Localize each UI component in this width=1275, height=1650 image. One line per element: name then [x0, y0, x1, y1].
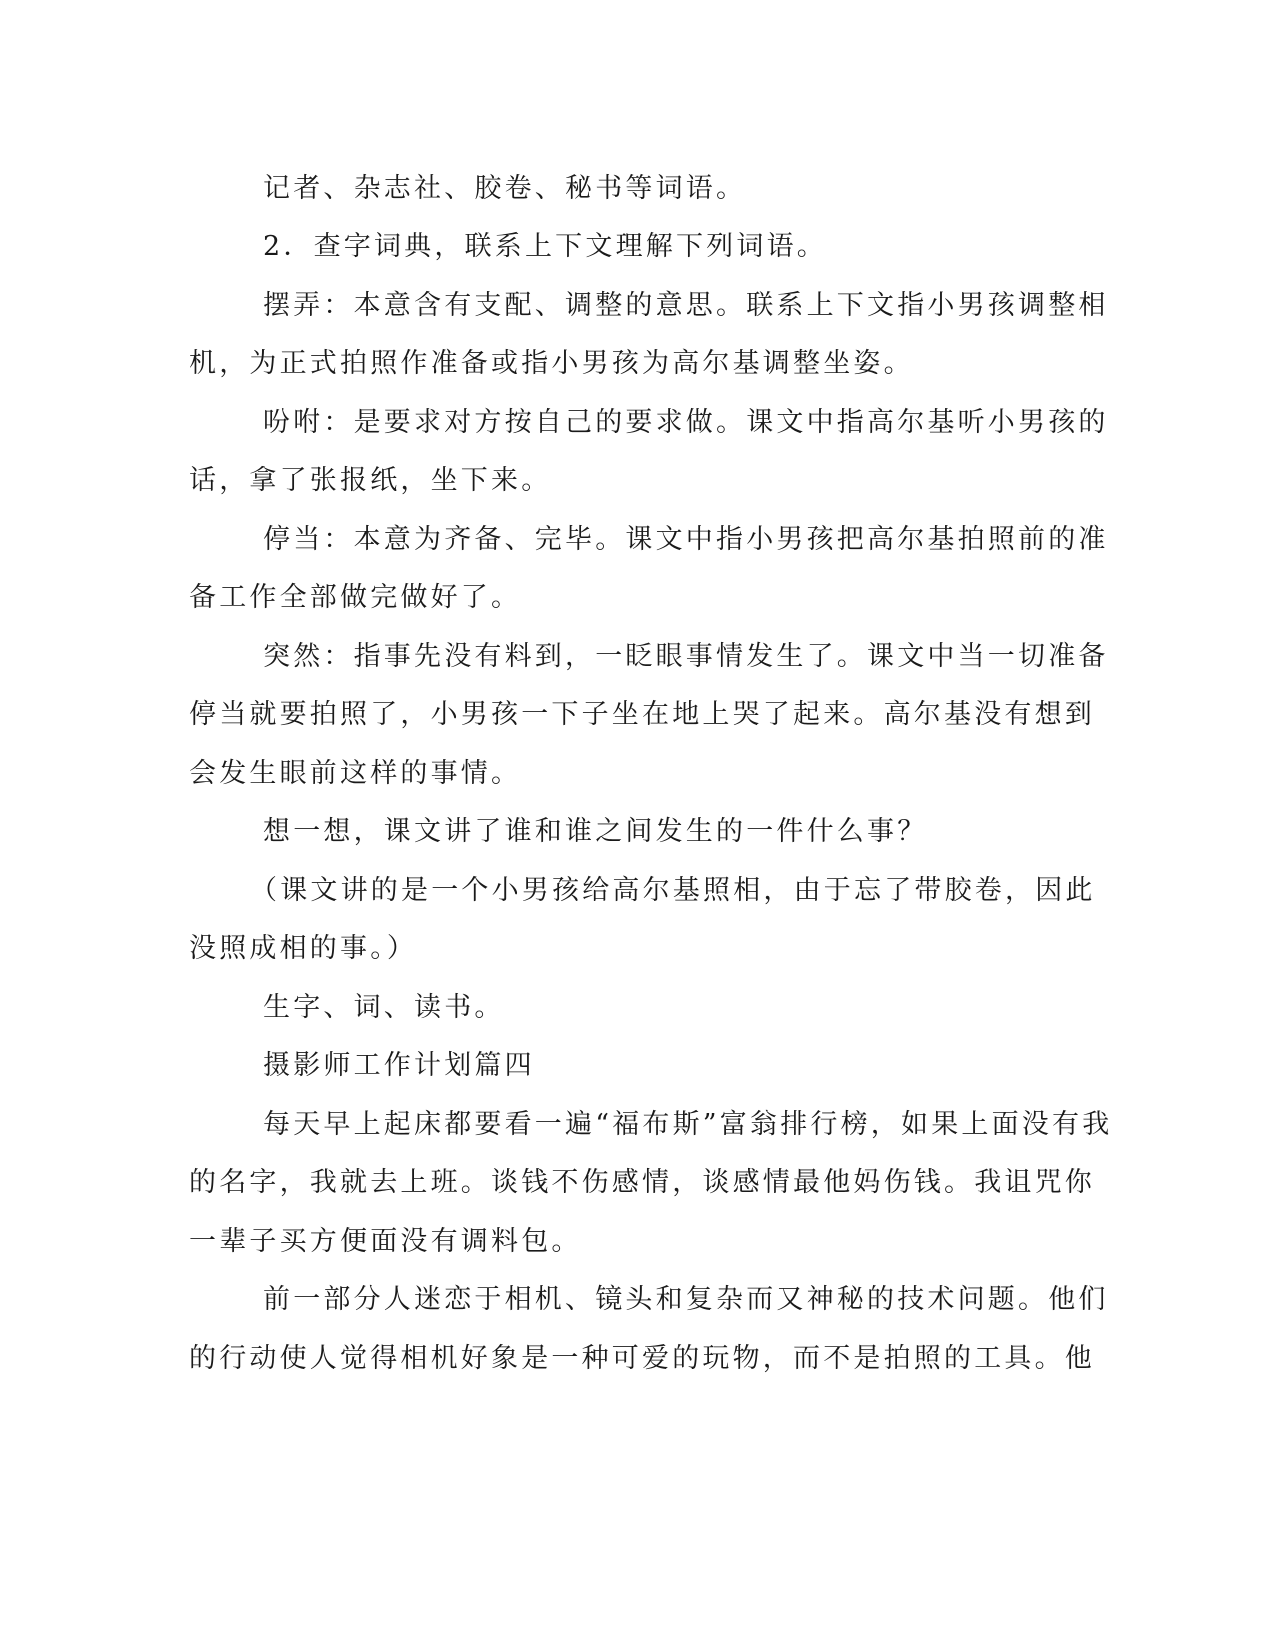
text-line-13: （课文讲的是一个小男孩给高尔基照相，由于忘了带胶卷，因此	[250, 875, 1096, 906]
text-line-3: 摆弄：本意含有支配、调整的意思。联系上下文指小男孩调整相	[263, 290, 1109, 321]
text-line-19: 一辈子买方便面没有调料包。	[189, 1226, 582, 1257]
text-line-18: 的名字，我就去上班。谈钱不伤感情，谈感情最他妈伤钱。我诅咒你	[189, 1167, 1095, 1198]
text-line-12: 想一想，课文讲了谁和谁之间发生的一件什么事？	[263, 816, 928, 847]
text-line-10: 停当就要拍照了，小男孩一下子坐在地上哭了起来。高尔基没有想到	[189, 699, 1095, 730]
text-line-9: 突然：指事先没有料到，一眨眼事情发生了。课文中当一切准备	[263, 641, 1109, 672]
text-line-7: 停当：本意为齐备、完毕。课文中指小男孩把高尔基拍照前的准	[263, 524, 1109, 555]
text-line-1: 记者、杂志社、胶卷、秘书等词语。	[263, 173, 747, 204]
text-line-21: 的行动使人觉得相机好象是一种可爱的玩物，而不是拍照的工具。他	[189, 1343, 1095, 1374]
text-line-2: 2．查字词典，联系上下文理解下列词语。	[263, 231, 827, 262]
text-line-8: 备工作全部做完做好了。	[189, 582, 522, 613]
text-line-5: 吩咐：是要求对方按自己的要求做。课文中指高尔基听小男孩的	[263, 407, 1109, 438]
text-line-14: 没照成相的事。）	[189, 933, 418, 964]
text-line-15: 生字、词、读书。	[263, 992, 505, 1023]
text-line-11: 会发生眼前这样的事情。	[189, 758, 522, 789]
text-line-6: 话，拿了张报纸，坐下来。	[189, 465, 552, 496]
section-heading: 摄影师工作计划篇四	[263, 1050, 535, 1081]
text-line-17: 每天早上起床都要看一遍“福布斯”富翁排行榜，如果上面没有我	[263, 1109, 1113, 1140]
text-line-4: 机，为正式拍照作准备或指小男孩为高尔基调整坐姿。	[189, 348, 914, 379]
text-line-20: 前一部分人迷恋于相机、镜头和复杂而又神秘的技术问题。他们	[263, 1284, 1109, 1315]
